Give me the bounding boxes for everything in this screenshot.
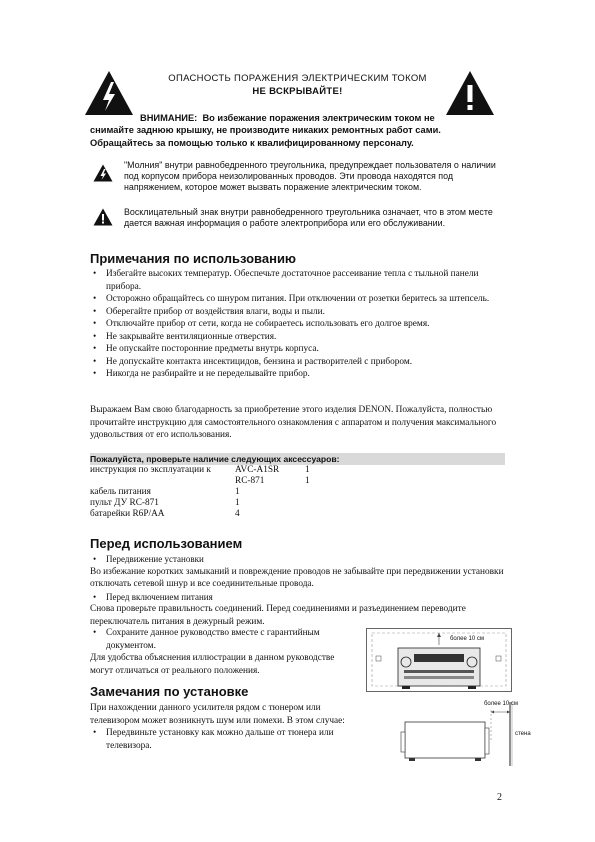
before-section-2 <box>90 627 358 677</box>
accessory-qty: 1 <box>305 476 310 486</box>
attention-label: ВНИМАНИЕ: <box>140 113 198 123</box>
list-item: • Отключайте прибор от сети, когда не собираетесь использовать его долгое время. <box>90 318 508 331</box>
before-bullet-keep: • Сохраните данное руководство вместе с гарантийным документом. <box>90 627 358 652</box>
accessory-qty: 1 <box>305 465 310 475</box>
before-bullet-move: • Передвижение установки <box>90 553 508 566</box>
accessory-model: RC-871 <box>235 476 265 486</box>
table-row <box>90 476 310 487</box>
accessory-name: пульт ДУ RC-871 <box>90 498 159 508</box>
lightning-note: "Молния" внутри равнобедренного треугольника, предупреждает пользователя о наличии под корпусом прибора неизолированных проводов. Эти провода находятся под напряжением, которое может вызвать поражение электрическим током. <box>124 160 496 193</box>
before-section <box>90 553 508 628</box>
accessory-name: батарейки R6P/AA <box>90 509 165 519</box>
attention-first-line <box>140 112 490 125</box>
table-row <box>90 498 310 509</box>
accessory-qty <box>305 487 310 498</box>
attention-rest: снимайте заднюю крышку, не производите никаких ремонтных работ сами. Обращайтесь за помощью только к квалифицированному персоналу. <box>90 125 441 148</box>
install-title: Замечания по установке <box>90 684 249 699</box>
table-row <box>90 509 310 520</box>
accessory-name <box>90 476 235 487</box>
before-paragraph-power: Снова проверьте правильность соединений. Перед соединениями и разъединением переводите переключатель питания в дежурный режим. <box>90 604 466 627</box>
before-paragraph-illustrations: Для удобства объяснения иллюстрации в данном руководстве могут отличаться от реального положения. <box>90 653 335 676</box>
figure-label-side: более 10 см <box>484 701 518 707</box>
thanks-paragraph: Выражаем Вам свою благодарность за приобретение этого изделия DENON. Пожалуйста, полностью прочитайте инструкцию для самостоятельного ознакомления с аппаратом и получения максимального удовольствия от его использования. <box>90 405 497 440</box>
accessory-model: 4 <box>235 509 240 519</box>
warning-line-2: НЕ ВСКРЫВАЙТЕ! <box>252 86 343 97</box>
placement-front-figure <box>366 628 512 692</box>
lightning-small-icon <box>93 164 113 182</box>
exclamation-note: Восклицательный знак внутри равнобедренного треугольника означает, что в этом месте дается важная информация о работе электроприбора или его обслуживании. <box>124 207 493 229</box>
accessory-qty <box>305 509 310 520</box>
usage-title: Примечания по использованию <box>90 251 297 266</box>
placement-side-figure <box>395 702 515 766</box>
list-item: • Не закрывайте вентиляционные отверстия. <box>90 331 508 344</box>
install-bullet: • Передвиньте установку как можно дальше от тюнера или телевизора. <box>90 727 358 752</box>
accessory-name: инструкция по эксплуатации к <box>90 465 211 475</box>
before-paragraph-move: Во избежание коротких замыканий и повреждение проводов не забывайте при передвижении установки отключать сетевой шнур и все соединительные провода. <box>90 566 504 589</box>
figure-label-wall: стена <box>515 731 531 737</box>
list-item: • Оберегайте прибор от воздействия влаги, воды и пыли. <box>90 306 508 319</box>
warning-line-1: ОПАСНОСТЬ ПОРАЖЕНИЯ ЭЛЕКТРИЧЕСКИМ ТОКОМ <box>168 73 427 84</box>
list-item: • Не опускайте посторонние предметы внутрь корпуса. <box>90 343 508 356</box>
exclamation-small-icon <box>93 208 113 226</box>
figure-label-front: более 10 см <box>450 636 484 642</box>
accessories-table <box>90 465 310 520</box>
accessory-model: 1 <box>235 487 240 497</box>
accessory-model: AVC-A1SR <box>235 465 280 475</box>
accessory-name: кабель питания <box>90 487 151 497</box>
usage-list <box>90 268 508 381</box>
list-item: • Избегайте высоких температур. Обеспечьте достаточное рассеивание тепла с тыльной панели прибора. <box>90 268 508 293</box>
accessories-header: Пожалуйста, проверьте наличие следующих аксессуаров: <box>90 453 505 465</box>
page-number: 2 <box>497 792 502 803</box>
table-row <box>90 465 310 476</box>
accessory-qty <box>305 498 310 509</box>
attention-text: Во избежание поражения электрическим током не <box>202 113 435 123</box>
list-item: • Осторожно обращайтесь со шнуром питания. При отключении от розетки беритесь за штепсель. <box>90 293 508 306</box>
before-title: Перед использованием <box>90 536 243 551</box>
list-item: • Не допускайте контакта инсектицидов, бензина и растворителей с прибором. <box>90 356 508 369</box>
before-bullet-power: • Перед включением питания <box>90 591 508 604</box>
accessory-model: 1 <box>235 498 240 508</box>
install-section <box>90 702 358 752</box>
table-row <box>90 487 310 498</box>
install-paragraph: При нахождении данного усилителя рядом с тюнером или телевизором может возникнуть шум или помехи. В этом случае: <box>90 703 345 726</box>
list-item: • Никогда не разбирайте и не переделывайте прибор. <box>90 368 508 381</box>
